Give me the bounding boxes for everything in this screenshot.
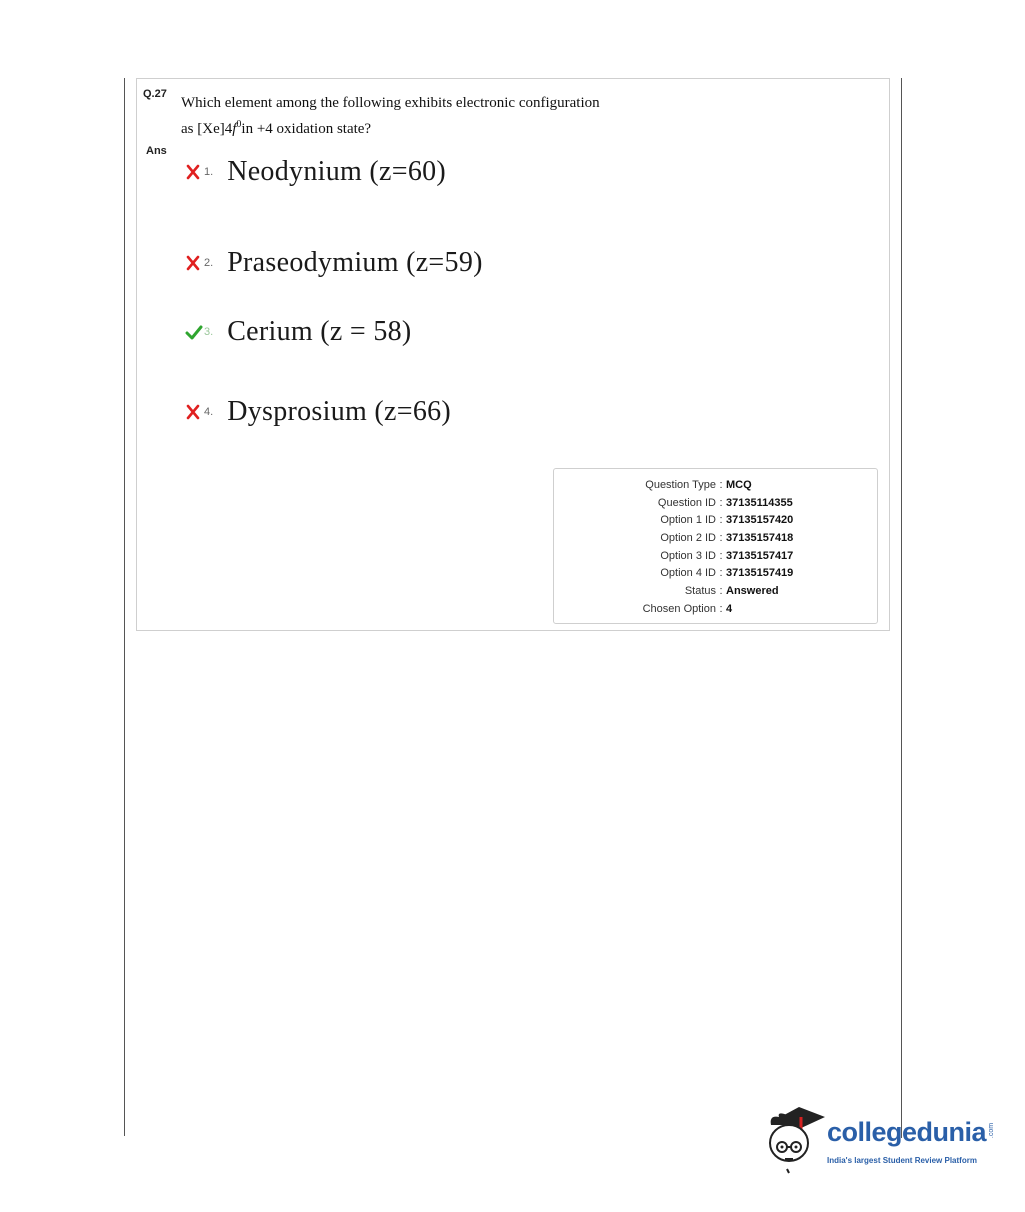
info-chosen-option: Chosen Option : 4 [642, 603, 733, 615]
info-question-id: Question ID : 37135114355 [657, 497, 793, 509]
mascot-icon [765, 1103, 825, 1175]
question-text [181, 92, 600, 140]
option-text: Cerium (z = 58) [227, 316, 412, 347]
option-text: Neodynium (z=60) [227, 156, 447, 187]
info-option3-id: Option 3 ID : 37135157417 [660, 550, 794, 562]
right-margin-line [901, 78, 902, 1138]
option-4[interactable] [185, 396, 451, 428]
question-text-line1: Which element among the following exhibits electronic configuration [181, 95, 600, 111]
info-question-type: Question Type : MCQ [645, 479, 752, 491]
option-text: Dysprosium (z=66) [227, 396, 452, 427]
option-number: 2. [204, 257, 214, 269]
cross-icon [185, 164, 201, 180]
question-text-line2: as $[Xe]4f^0in +4$ oxidation state? [181, 119, 372, 137]
logo-suffix: .com [988, 1122, 996, 1139]
option-number: 3. [204, 326, 214, 338]
info-option1-id: Option 1 ID : 37135157420 [660, 514, 794, 526]
logo-name: collegedunia [827, 1117, 987, 1147]
answer-label: Ans [146, 145, 167, 157]
cross-icon [185, 404, 201, 420]
option-text: Praseodymium (z=59) [227, 247, 483, 278]
info-status: Status : Answered [684, 585, 779, 597]
question-info-box [553, 468, 878, 624]
question-number: Q.27 [143, 88, 167, 100]
collegedunia-logo [765, 1103, 995, 1178]
info-option4-id: Option 4 ID : 37135157419 [660, 567, 794, 579]
left-margin-line [124, 78, 125, 1136]
info-option2-id: Option 2 ID : 37135157418 [660, 532, 794, 544]
logo-tagline: India's largest Student Review Platform [827, 1156, 977, 1165]
option-3[interactable] [185, 316, 412, 348]
cross-icon [185, 255, 201, 271]
check-icon [185, 324, 201, 340]
option-number: 1. [204, 166, 214, 178]
option-number: 4. [204, 406, 214, 418]
option-1[interactable] [185, 156, 446, 188]
option-2[interactable] [185, 247, 483, 279]
